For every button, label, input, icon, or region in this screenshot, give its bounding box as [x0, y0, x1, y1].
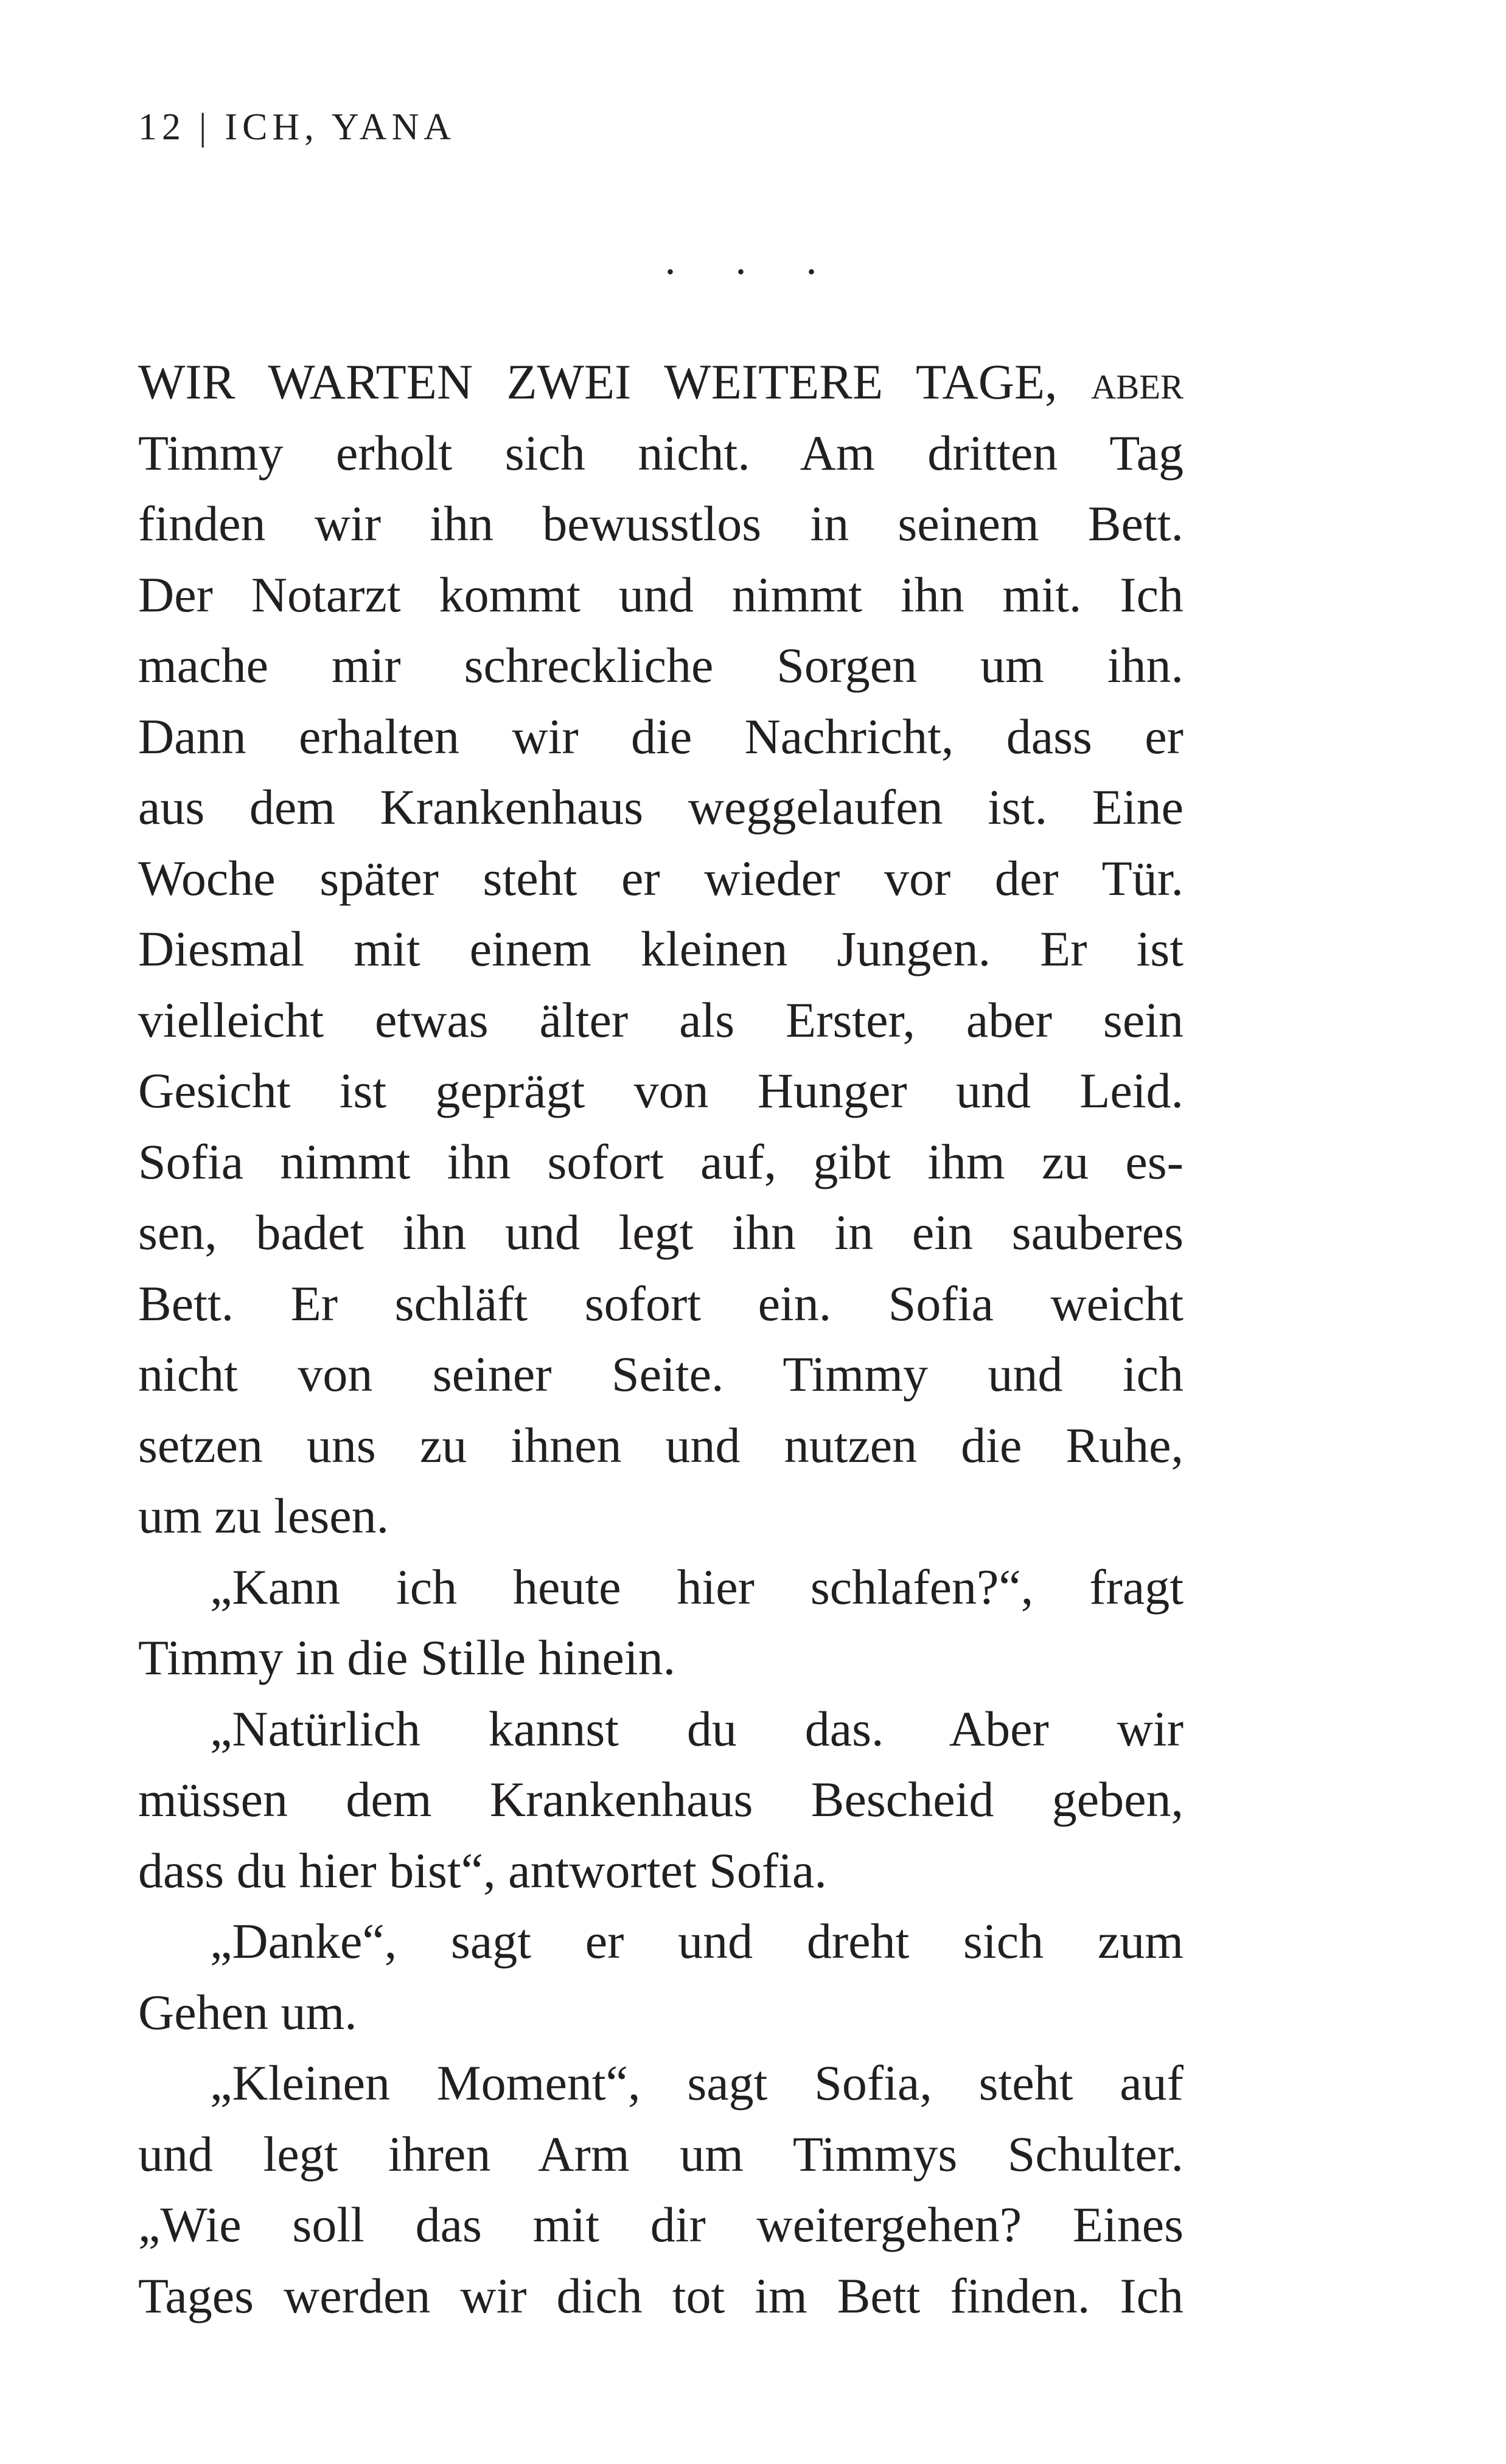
text-line: Sofia nimmt ihn sofort auf, gibt ihm zu es-	[138, 1133, 1184, 1189]
text-line: „Wie soll das mit dir weitergehen? Eines	[138, 2197, 1184, 2252]
body-text	[138, 347, 1184, 2331]
text-line: müssen dem Krankenhaus Bescheid geben,	[138, 1772, 1184, 1827]
text-line: „Natürlich kannst du das. Aber wir	[210, 1700, 1184, 1756]
text-line: vielleicht etwas älter als Erster, aber sein	[138, 992, 1184, 1048]
text-line: Gehen um.	[138, 1984, 357, 2040]
text-line: finden wir ihn bewusstlos in seinem Bett.	[138, 496, 1184, 551]
text-line: „Kleinen Moment“, sagt Sofia, steht auf	[210, 2055, 1184, 2111]
text-line: Der Notarzt kommt und nimmt ihn mit. Ich	[138, 566, 1184, 622]
text-line: Woche später steht er wieder vor der Tür.	[138, 850, 1184, 906]
text-line: Timmy erholt sich nicht. Am dritten Tag	[138, 425, 1184, 481]
text-line: mache mir schreckliche Sorgen um ihn.	[138, 638, 1184, 693]
text-line: Gesicht ist geprägt von Hunger und Leid.	[138, 1063, 1184, 1118]
running-header	[138, 108, 456, 146]
text-line: und legt ihren Arm um Timmys Schulter.	[138, 2126, 1184, 2182]
text-line: Diesmal mit einem kleinen Jungen. Er ist	[138, 921, 1184, 976]
running-title: ICH, YANA	[225, 106, 456, 148]
text-line: aus dem Krankenhaus weggelaufen ist. Eine	[138, 779, 1184, 835]
text-line: Dann erhalten wir die Nachricht, dass er	[138, 708, 1184, 764]
text-line: Bett. Er schläft sofort ein. Sofia weicht	[138, 1275, 1184, 1331]
header-separator: |	[199, 106, 212, 148]
text-line: nicht von seiner Seite. Timmy und ich	[138, 1346, 1184, 1402]
text-line: dass du hier bist“, antwortet Sofia.	[138, 1842, 827, 1898]
text-line: Timmy in die Stille hinein.	[138, 1630, 676, 1685]
text-line: „Danke“, sagt er und dreht sich zum	[210, 1913, 1184, 1969]
page-number: 12	[138, 106, 186, 148]
text-line: „Kann ich heute hier schlafen?“, fragt	[210, 1559, 1184, 1615]
scene-break: . . .	[664, 235, 842, 284]
text-line: setzen uns zu ihnen und nutzen die Ruhe,	[138, 1417, 1184, 1473]
text-line: um zu lesen.	[138, 1488, 389, 1543]
text-line: WIR WARTEN ZWEI WEITERE TAGE, aber	[138, 354, 1184, 409]
text-line: Tages werden wir dich tot im Bett finden. Ich	[138, 2267, 1184, 2323]
text-line: sen, badet ihn und legt ihn in ein sauberes	[138, 1205, 1184, 1260]
